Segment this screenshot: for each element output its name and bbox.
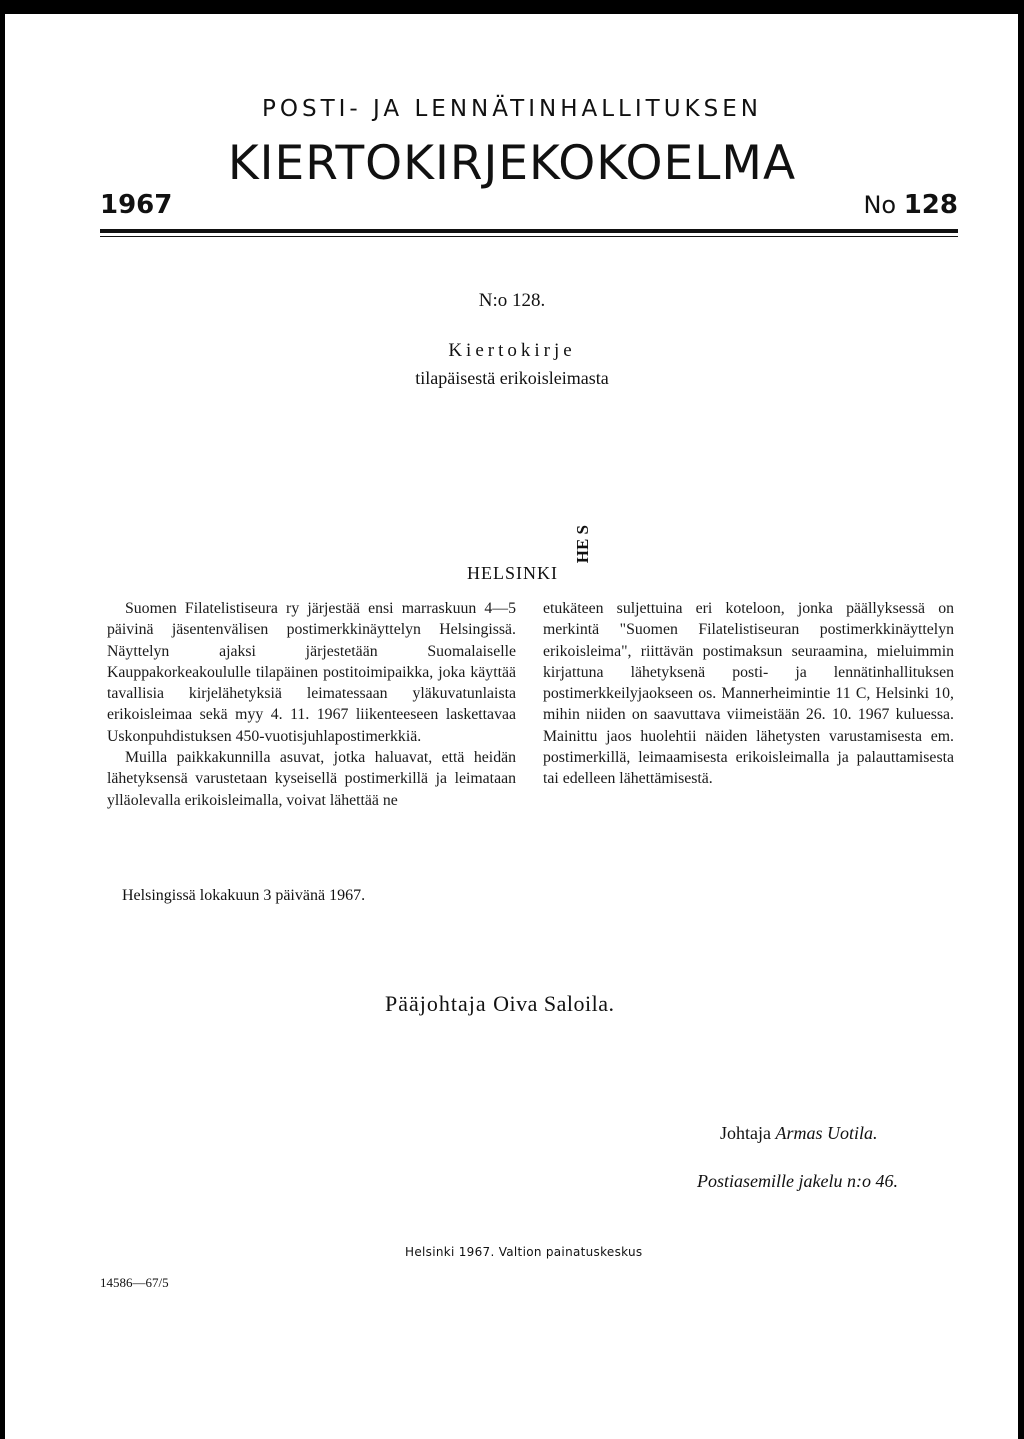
date-line: Helsingissä lokakuun 3 päivänä 1967. — [122, 887, 366, 904]
document-number: N:o 128. — [478, 290, 546, 311]
scan-edge-right — [1018, 0, 1024, 1439]
header-rule-thin — [100, 236, 958, 237]
scan-edge-left — [0, 0, 5, 1439]
postmark-city: HELSINKI — [467, 563, 558, 583]
postmark-vertical-letters: HE S — [572, 525, 592, 564]
issue-number — [863, 190, 958, 220]
issue-prefix: No — [863, 191, 897, 219]
collection-title: KIERTOKIRJEKOKOELMA — [227, 136, 797, 191]
agency-name: POSTI- JA LENNÄTINHALLITUKSEN — [262, 96, 762, 122]
director-title: Johtaja — [720, 1123, 771, 1143]
director-general-title: Pääjohtaja — [385, 991, 487, 1016]
director-name: Armas Uotila. — [775, 1123, 878, 1143]
body-column-right — [543, 598, 954, 790]
printer-imprint: Helsinki 1967. Valtion painatuskeskus — [405, 1245, 643, 1259]
paragraph-announcement: Suomen Filatelistiseura ry järjestää ensi marraskuun 4—5 päivinä jäsentenvälisen postimerkkinäyttelyn Helsingissä. Näyttelyn ajaksi järjestetään Suomalaiselle Kauppakorkeakoululle tilapäinen postitoimipaikka, joka käyttää tavallisia kirjelähetyksiä leimatessaan yläkuvatunlaista erikoisleimaa sekä myy 4. 11. 1967 liikenteeseen laskettavaa Uskonpuhdistuksen 450-vuotisjuhlapostimerkkiä. — [107, 600, 516, 745]
body-column-left — [107, 598, 516, 811]
scan-edge-top — [0, 0, 1024, 14]
director-general-signature — [385, 991, 615, 1017]
year: 1967 — [100, 190, 173, 220]
director-signature — [720, 1123, 878, 1144]
paragraph-instructions-continued: etukäteen suljettuina eri koteloon, jonka päällyksessä on merkintä "Suomen Filatelistiseuran postimerkkinäyttelyn erikoisleima", riittävän postimaksun seuraamina, mieluimmin kirjattuna lähetyksenä posti- ja lennätinhallituksen postimerkkeilyjaokseen os. Mannerheimintie 11 C, Helsinki 10, mihin niiden on saavuttava viimeistään 26. 10. 1967 kuluessa. Mainittu jaos huolehtii näiden lähetysten varustamisesta em. postimerkillä, leimaamisesta erikoisleimalla ja palauttamisesta tai edelleen lähettämisestä. — [543, 600, 954, 788]
document-type: Kiertokirje — [448, 340, 576, 361]
publication-code: 14586—67/5 — [100, 1275, 169, 1290]
distribution-note: Postiasemille jakelu n:o 46. — [697, 1171, 898, 1191]
paragraph-instructions: Muilla paikkakunnilla asuvat, jotka haluavat, että heidän lähetyksensä varustetaan kyseisellä postimerkillä ja leimataan ylläolevalla erikoisleimalla, voivat lähettää ne — [107, 749, 516, 809]
document-subject: tilapäisestä erikoisleimasta — [415, 368, 609, 388]
director-general-name: Oiva Saloila. — [493, 991, 615, 1016]
header-rule-thick — [100, 229, 958, 233]
issue-number-value: 128 — [903, 190, 958, 220]
postmark-vertical-text — [571, 525, 593, 568]
